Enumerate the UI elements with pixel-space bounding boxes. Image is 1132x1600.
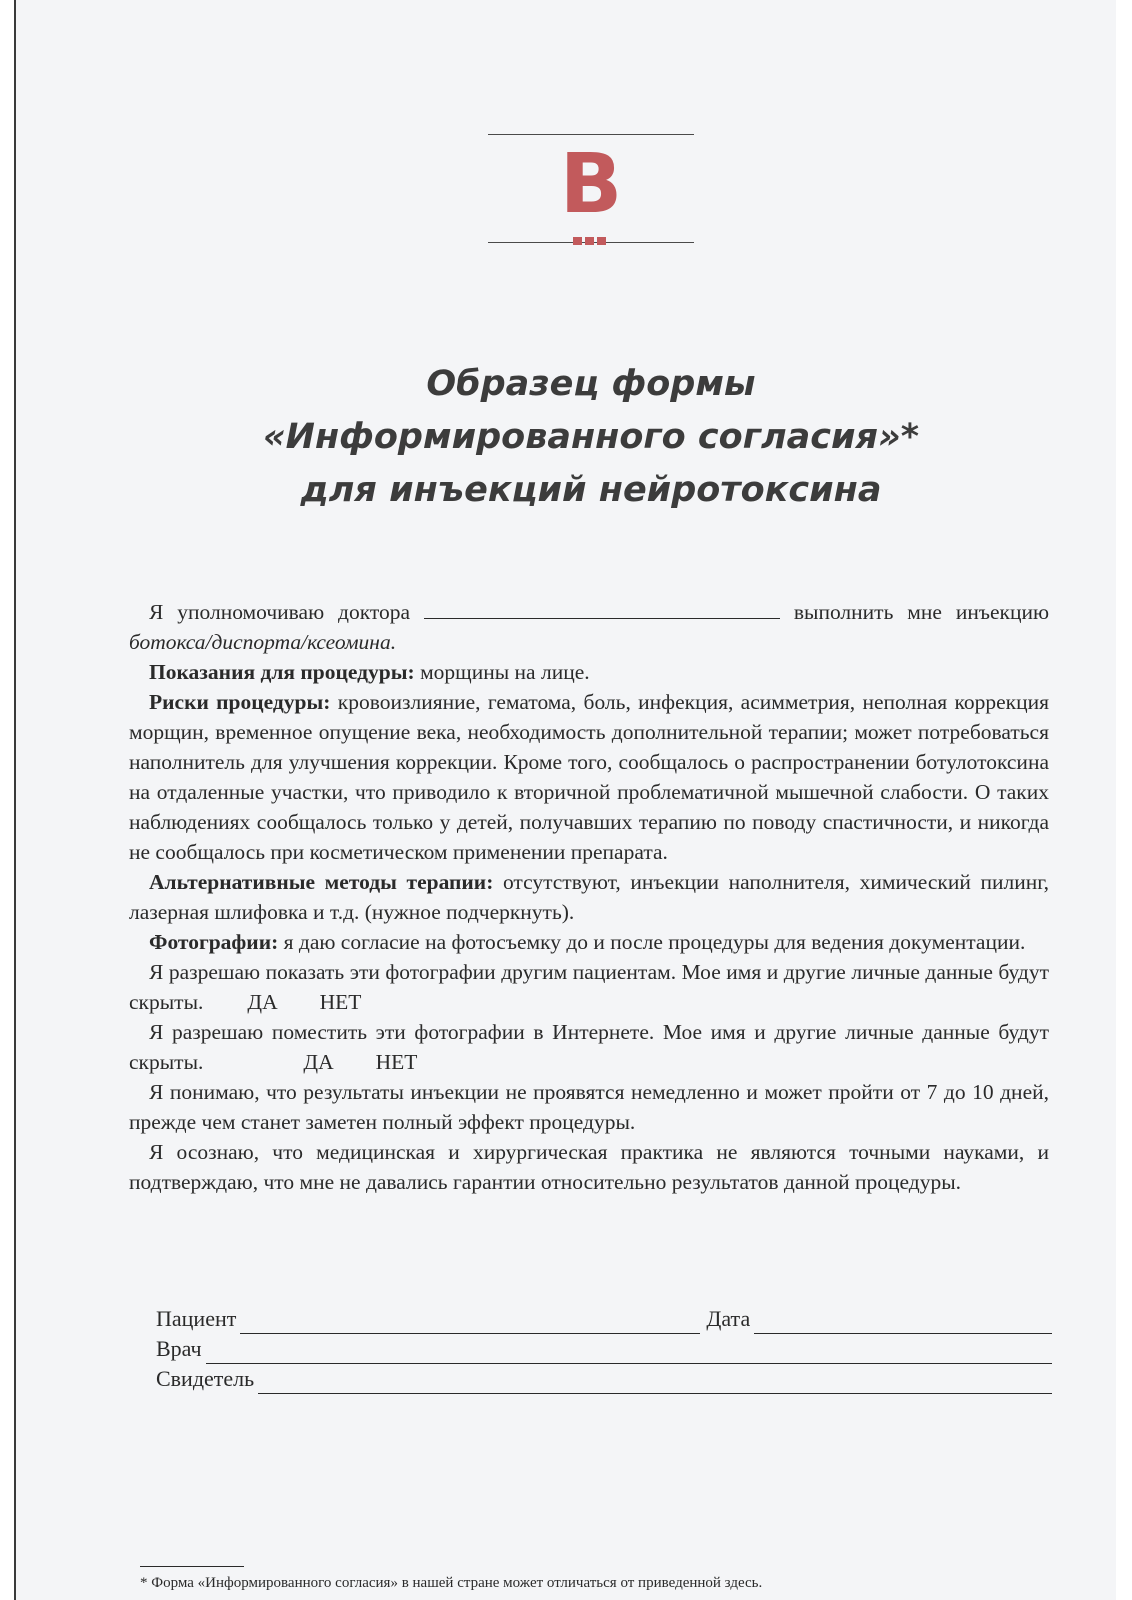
photos-label: Фотографии: [149,930,279,954]
authorize-suffix: выполнить мне инъекцию [793,600,1050,624]
authorize-prefix: Я уполномочиваю доктора [149,600,411,624]
yes-option[interactable]: ДА [247,990,278,1014]
witness-signature-field[interactable] [258,1371,1052,1394]
square-mark [597,237,606,245]
doctor-name-field[interactable] [424,598,780,619]
patient-row [156,1304,1052,1334]
page-title [126,358,1056,517]
title-line-2: «Информированного согласия»* [262,417,920,457]
patient-signature-field[interactable] [240,1311,700,1334]
indications-label: Показания для процедуры: [149,660,415,684]
results-paragraph [129,1077,1049,1137]
no-guarantee-paragraph [129,1137,1049,1197]
risks-text: кровоизлияние, гематома, боль, инфекция, асимметрия, неполная коррекция морщин, временное опущение века, необходимость дополнительной терапии; может потребоваться наполнитель для улучшения коррекции. Кроме того, сообщалось о распространении ботулотоксина на отдаленные участки, что приводило к вторичной проблематичной мышечной слабости. О таких наблюдениях сообщалось только у детей, получавших терапию по поводу спастичности, и никогда не сообщалось при косметическом применении препарата. [129,690,1049,864]
show-patients-text: Я разрешаю показать эти фотографии другим пациентам. Мое имя и другие личные данные будут скрыты. [129,960,1049,1014]
consent-body [129,597,1049,1197]
header-rule-top [488,134,694,135]
title-line-3: для инъекций нейротоксина [300,470,882,510]
square-mark [573,237,582,245]
risks-paragraph [129,687,1049,867]
patient-label: Пациент [156,1306,237,1331]
doctor-signature-field[interactable] [206,1341,1052,1364]
show-patients-paragraph [129,957,1049,1017]
alternatives-label: Альтернативные методы терапии: [149,870,494,894]
signature-block [156,1304,1052,1394]
alternatives-paragraph [129,867,1049,927]
no-option[interactable]: НЕТ [319,990,362,1014]
indications-paragraph [129,657,1049,687]
alternatives-text: отсутствуют, инъекции наполнителя, химический пилинг, лазерная шлифовка и т.д. (нужное подчеркнуть). [129,870,1050,924]
photos-text: я даю согласие на фотосъемку до и после процедуры для ведения документации. [283,930,1026,954]
footnote: * Форма «Информированного согласия» в нашей стране может отличаться от приведенной здесь. [140,1575,763,1591]
date-field[interactable] [754,1311,1052,1334]
appendix-letter: B [559,137,623,232]
photos-paragraph [129,927,1049,957]
authorize-paragraph [129,597,1049,657]
footnote-rule [140,1566,244,1567]
indications-text: морщины на лице. [420,660,590,684]
document-page [14,0,1116,1600]
doctor-label: Врач [156,1336,202,1361]
internet-text: Я разрешаю поместить эти фотографии в Интернете. Мое имя и другие личные данные будут скрыты. [129,1020,1049,1074]
witness-row [156,1364,1052,1394]
header-square-marks [573,237,606,245]
results-text: Я понимаю, что результаты инъекции не проявятся немедленно и может пройти от 7 до 10 дней, прежде чем станет заметен полный эффект процедуры. [129,1080,1049,1134]
yes-option[interactable]: ДА [303,1050,334,1074]
internet-paragraph [129,1017,1049,1077]
risks-label: Риски процедуры: [149,690,331,714]
square-mark [585,237,594,245]
drug-names: ботокса/диспорта/ксеомина. [129,630,397,654]
no-guarantee-text: Я осознаю, что медицинская и хирургическая практика не являются точными науками, и подтверждаю, что мне не давались гарантии относительно результатов данной процедуры. [129,1140,1049,1194]
no-option[interactable]: НЕТ [375,1050,418,1074]
title-line-1: Образец формы [426,364,756,404]
witness-label: Свидетель [156,1366,255,1391]
date-label: Дата [706,1306,751,1331]
doctor-row [156,1334,1052,1364]
